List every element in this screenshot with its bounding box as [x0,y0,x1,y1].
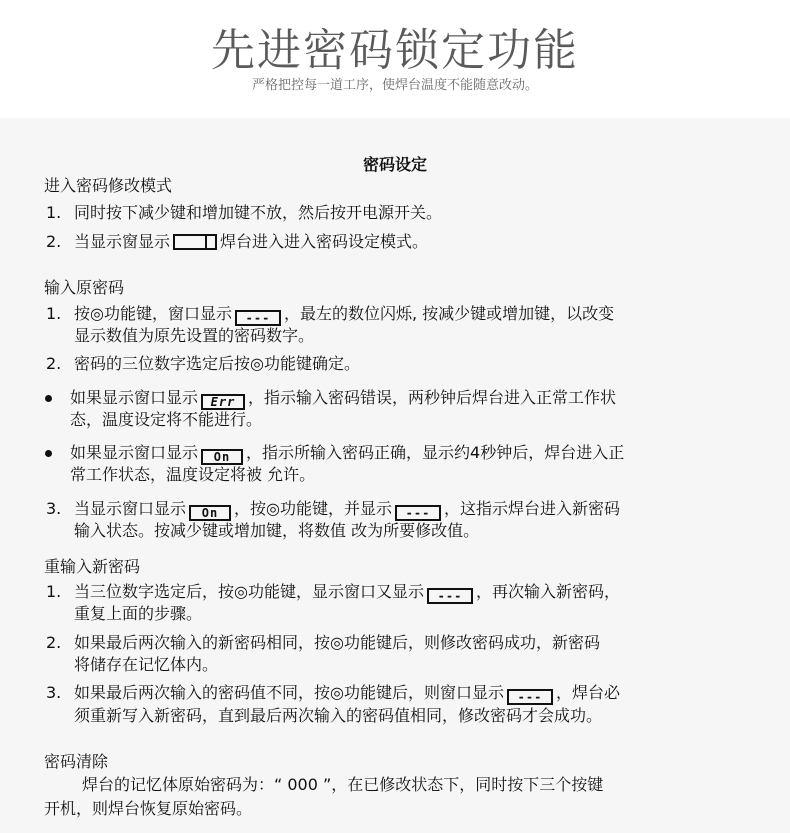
step-text [74,232,428,252]
step-text: 输入状态。按减少键或增加键，将数值 改为所要修改值。 [74,521,480,540]
step-text-part: ，焊台必 [555,683,620,702]
section-heading-new-password: 重输入新密码 [44,557,141,576]
step-number: 3. [46,499,62,518]
step-number: 1. [46,582,62,601]
display-dashes: --- [395,505,441,521]
display-dashes: --- [507,689,553,705]
doc-title: 密码设定 [362,155,427,174]
display-dashes: --- [427,588,473,604]
display-dashes: --- [235,310,281,326]
step-text-part: 如果最后两次输入的密码值不同，按◎功能键后，则窗口显示 [74,683,504,702]
step-number: 2. [46,633,62,652]
paragraph-text: 焊台的记忆体原始密码为：“ 000 ”，在已修改状态下，同时按下三个按键 [82,775,604,794]
section-heading-clear-password: 密码清除 [44,752,109,771]
display-blank-icon [173,234,217,250]
bullet-text [70,388,616,410]
display-err: Err [201,394,245,410]
paragraph-text: 开机，则焊台恢复原始密码。 [44,799,253,818]
page-title: 先进密码锁定功能 [211,25,579,76]
bullet-icon [45,395,52,402]
step-text: 同时按下减少键和增加键不放，然后按开电源开关。 [74,203,443,222]
bullet-text: 常工作状态，温度设定将被 允许。 [70,465,316,484]
section-heading-input-original: 输入原密码 [44,278,125,297]
bullet-text: 态，温度设定将不能进行。 [70,410,263,429]
bullet-text [70,443,624,465]
step-text [74,582,620,604]
step-text [74,683,620,705]
step-text: 将储存在记忆体内。 [74,655,219,674]
bullet-text-part: ，指示输入密码错误，两秒钟后焊台进入正常工作状 [248,388,617,407]
step-number: 1. [46,304,62,323]
step-text: 如果最后两次输入的新密码相同，按◎功能键后，则修改密码成功，新密码 [74,633,600,652]
step-text-part: 焊台进入进入密码设定模式。 [220,232,429,251]
step-text: 重复上面的步骤。 [74,604,203,623]
display-on: On [189,505,231,521]
bullet-icon [45,450,52,457]
step-text: 须重新写入新密码，直到最后两次输入的密码值相同，修改密码才会成功。 [74,706,603,725]
step-number: 2. [46,232,62,251]
bullet-text-part: 如果显示窗口显示 [70,388,199,407]
step-text: 显示数值为原先设置的密码数字。 [74,326,315,345]
step-text-part: 当三位数字选定后，按◎功能键，显示窗口又显示 [74,582,424,601]
step-text [74,304,614,326]
header [0,0,790,118]
bullet-text-part: 如果显示窗口显示 [70,443,199,462]
page-subtitle: 严格把控每一道工序，使焊台温度不能随意改动。 [251,78,538,93]
step-text-part: 按◎功能键，窗口显示 [74,304,232,323]
step-text: 密码的三位数字选定后按◎功能键确定。 [74,354,360,373]
section-heading-enter-mode: 进入密码修改模式 [44,176,173,195]
step-number: 3. [46,683,62,702]
display-on: On [201,449,243,465]
step-text-part: ，按◎功能键，并显示 [234,499,392,518]
step-text [74,499,620,521]
step-text-part: ，最左的数位闪烁, 按减少键或增加键，以改变 [283,304,615,323]
step-text-part: ，这指示焊台进入新密码 [443,499,620,518]
step-number: 1. [46,203,62,222]
step-text-part: 当显示窗显示 [74,232,171,251]
step-text-part: ，再次输入新密码， [475,582,620,601]
step-number: 2. [46,354,62,373]
step-text-part: 当显示窗口显示 [74,499,187,518]
bullet-text-part: ，指示所输入密码正确，显示约4秒钟后，焊台进入正 [246,443,625,462]
